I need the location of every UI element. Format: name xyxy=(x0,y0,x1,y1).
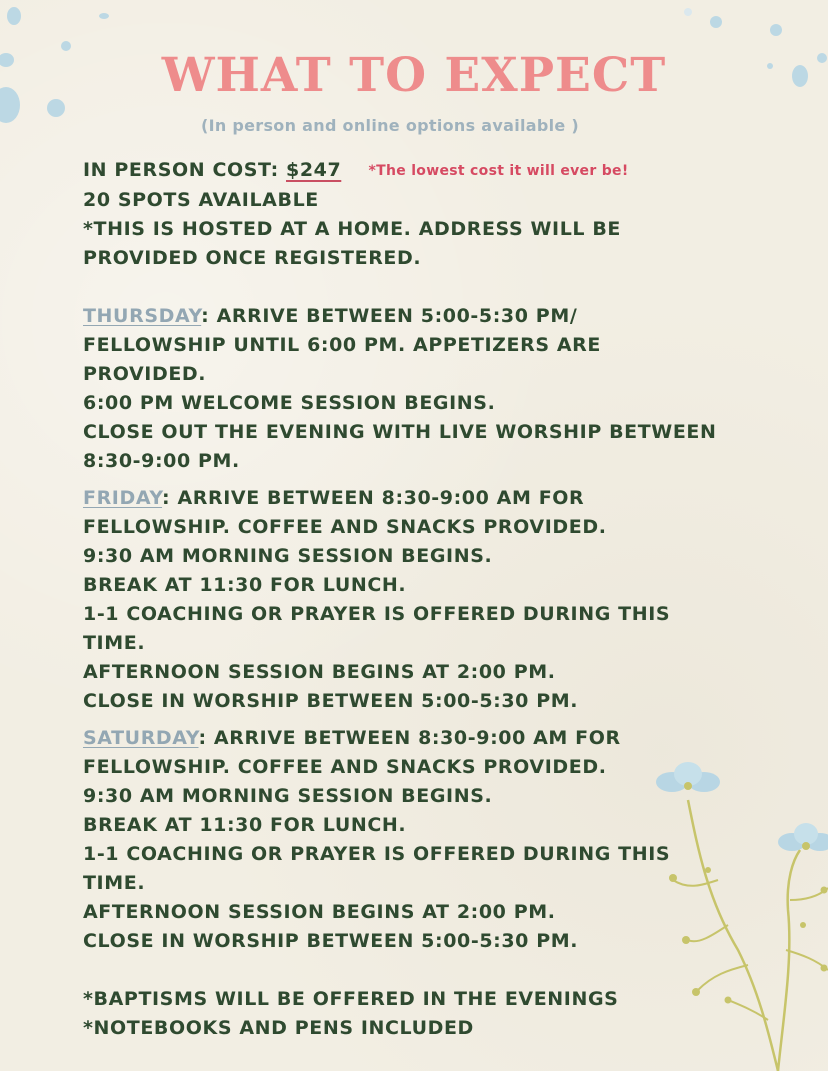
saturday-text-1: : ARRIVE BETWEEN 8:30-9:00 AM FOR xyxy=(198,727,621,749)
thursday-text-1: : ARRIVE BETWEEN 5:00-5:30 PM/ xyxy=(201,305,578,327)
notebooks-note: *NOTEBOOKS AND PENS INCLUDED xyxy=(83,1017,474,1039)
friday-line-7: AFTERNOON SESSION BEGINS AT 2:00 PM. xyxy=(83,661,556,683)
friday-line-4: BREAK AT 11:30 FOR LUNCH. xyxy=(83,574,407,596)
saturday-line-8: CLOSE IN WORSHIP BETWEEN 5:00-5:30 PM. xyxy=(83,930,579,952)
friday-line-1 xyxy=(83,484,723,513)
schedule-content xyxy=(83,156,723,1043)
saturday-line-3: 9:30 AM MORNING SESSION BEGINS. xyxy=(83,785,493,807)
spots-line: 20 SPOTS AVAILABLE xyxy=(83,189,319,211)
saturday-line-4: BREAK AT 11:30 FOR LUNCH. xyxy=(83,814,407,836)
friday-line-8: CLOSE IN WORSHIP BETWEEN 5:00-5:30 PM. xyxy=(83,690,579,712)
thursday-line-1 xyxy=(83,302,723,331)
thursday-line-2: FELLOWSHIP UNTIL 6:00 PM. APPETIZERS ARE xyxy=(83,334,601,356)
home-line-1: *THIS IS HOSTED AT A HOME. ADDRESS WILL BE xyxy=(83,218,621,240)
cost-value: $247 xyxy=(286,159,342,181)
saturday-line-7: AFTERNOON SESSION BEGINS AT 2:00 PM. xyxy=(83,901,556,923)
flower-illustration-icon xyxy=(628,760,828,1071)
thursday-line-5: CLOSE OUT THE EVENING WITH LIVE WORSHIP BETWEEN xyxy=(83,421,717,443)
friday-line-3: 9:30 AM MORNING SESSION BEGINS. xyxy=(83,545,493,567)
baptisms-note: *BAPTISMS WILL BE OFFERED IN THE EVENINGS xyxy=(83,988,619,1010)
friday-line-6: TIME. xyxy=(83,632,146,654)
thursday-label: THURSDAY xyxy=(83,305,202,327)
cost-note: *The lowest cost it will ever be! xyxy=(368,163,629,179)
friday-text-1: : ARRIVE BETWEEN 8:30-9:00 AM FOR xyxy=(162,487,585,509)
saturday-line-1 xyxy=(83,724,723,753)
saturday-line-6: TIME. xyxy=(83,872,146,894)
saturday-line-2: FELLOWSHIP. COFFEE AND SNACKS PROVIDED. xyxy=(83,756,607,778)
friday-line-5: 1-1 COACHING OR PRAYER IS OFFERED DURING THIS xyxy=(83,603,671,625)
thursday-line-3: PROVIDED. xyxy=(83,363,207,385)
cost-label: IN PERSON COST: xyxy=(83,159,279,181)
page-title: WHAT TO EXPECT xyxy=(161,48,667,103)
thursday-line-6: 8:30-9:00 PM. xyxy=(83,450,240,472)
saturday-line-5: 1-1 COACHING OR PRAYER IS OFFERED DURING THIS xyxy=(83,843,671,865)
saturday-label: SATURDAY xyxy=(83,727,199,749)
friday-line-2: FELLOWSHIP. COFFEE AND SNACKS PROVIDED. xyxy=(83,516,607,538)
home-line-2: PROVIDED ONCE REGISTERED. xyxy=(83,247,422,269)
friday-label: FRIDAY xyxy=(83,487,163,509)
cost-line xyxy=(83,156,723,186)
thursday-line-4: 6:00 PM WELCOME SESSION BEGINS. xyxy=(83,392,496,414)
page-subtitle: (In person and online options available ) xyxy=(200,116,580,135)
